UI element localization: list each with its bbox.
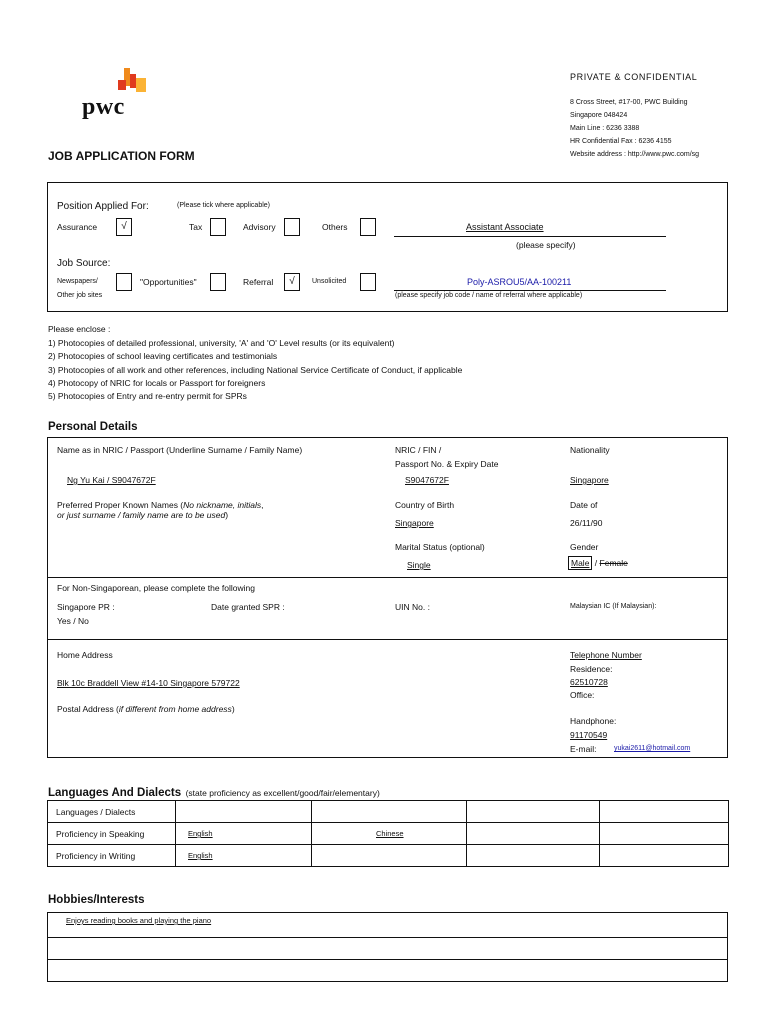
table-cell[interactable] bbox=[467, 845, 600, 867]
marital-value[interactable]: Single bbox=[407, 560, 431, 570]
job-code-line bbox=[394, 290, 666, 291]
table-row bbox=[48, 845, 729, 867]
address-line: Singapore 048424 bbox=[570, 112, 628, 119]
enclose-heading: Please enclose : bbox=[48, 324, 111, 334]
address-line: Main Line : 6236 3388 bbox=[570, 125, 640, 132]
table-cell[interactable]: Enjoys reading books and playing the piano bbox=[48, 913, 728, 938]
table-cell[interactable] bbox=[176, 801, 312, 823]
option-assurance-label: Assurance bbox=[57, 222, 98, 232]
position-label: Position Applied For: bbox=[57, 201, 149, 212]
table-cell: Proficiency in Speaking bbox=[48, 823, 176, 845]
dob-label: Date of bbox=[570, 500, 598, 510]
preferred-name-label-2 bbox=[57, 510, 228, 520]
postal-label-text: Postal Address ( bbox=[57, 704, 119, 714]
table-cell[interactable] bbox=[600, 845, 729, 867]
nric-label-2: Passport No. & Expiry Date bbox=[395, 459, 499, 469]
table-cell[interactable]: Chinese bbox=[312, 823, 467, 845]
handphone-label: Handphone: bbox=[570, 716, 617, 726]
personal-heading: Personal Details bbox=[48, 421, 138, 433]
enclose-item: 5) Photocopies of Entry and re-entry permit for SPRs bbox=[48, 391, 247, 401]
table-cell[interactable] bbox=[600, 801, 729, 823]
office-label: Office: bbox=[570, 690, 595, 700]
job-code-caption: (please specify job code / name of referral where applicable) bbox=[395, 292, 583, 299]
table-row bbox=[48, 823, 729, 845]
country-birth-label: Country of Birth bbox=[395, 500, 455, 510]
nationality-label: Nationality bbox=[570, 445, 610, 455]
hobbies-heading: Hobbies/Interests bbox=[48, 894, 145, 906]
checkbox-others[interactable] bbox=[360, 218, 376, 236]
marital-label: Marital Status (optional) bbox=[395, 542, 485, 552]
malaysian-ic-label: Malaysian IC (If Malaysian): bbox=[570, 603, 657, 610]
spr-options[interactable]: Yes / No bbox=[57, 616, 89, 626]
checkbox-tax[interactable] bbox=[210, 218, 226, 236]
enclose-item: 4) Photocopy of NRIC for locals or Passport for foreigners bbox=[48, 378, 266, 388]
preferred-label-italic-2: or just surname / family name are to be used bbox=[57, 510, 226, 520]
gender-separator: / bbox=[592, 558, 600, 568]
checkbox-referral[interactable]: √ bbox=[284, 273, 300, 291]
specify-caption: (please specify) bbox=[516, 240, 576, 250]
gender-label: Gender bbox=[570, 542, 599, 552]
table-cell[interactable] bbox=[312, 845, 467, 867]
unsolicited-label: Unsolicited bbox=[312, 278, 347, 285]
table-row bbox=[48, 913, 728, 938]
home-address-label: Home Address bbox=[57, 650, 113, 660]
job-source-label: Job Source: bbox=[57, 258, 111, 269]
checkbox-advisory[interactable] bbox=[284, 218, 300, 236]
job-code-value[interactable]: Poly-ASROU5/AA-100211 bbox=[467, 277, 572, 287]
newspapers-label-2: Other job sites bbox=[57, 292, 103, 299]
table-cell[interactable]: English bbox=[176, 845, 312, 867]
enclose-item: 2) Photocopies of school leaving certificates and testimonials bbox=[48, 351, 278, 361]
enclose-item: 3) Photocopies of all work and other references, including National Service Certificate of Conduct, if applicable bbox=[48, 365, 463, 375]
address-line: 8 Cross Street, #17-00, PWC Building bbox=[570, 99, 688, 106]
personal-divider bbox=[47, 639, 728, 640]
option-advisory-label: Advisory bbox=[243, 222, 276, 232]
date-spr-label: Date granted SPR : bbox=[211, 602, 285, 612]
position-note: (Please tick where applicable) bbox=[177, 202, 270, 209]
gender-female: Female bbox=[599, 558, 628, 568]
table-row bbox=[48, 938, 728, 960]
table-cell[interactable] bbox=[48, 960, 728, 982]
postal-address-label bbox=[57, 704, 235, 714]
position-specified-value[interactable]: Assistant Associate bbox=[466, 222, 544, 232]
handphone-value[interactable]: 91170549 bbox=[570, 730, 608, 740]
position-box bbox=[47, 182, 728, 312]
enclose-item: 1) Photocopies of detailed professional, university, 'A' and 'O' Level results (or its equivalent) bbox=[48, 338, 395, 348]
residence-label: Residence: bbox=[570, 664, 613, 674]
table-row bbox=[48, 960, 728, 982]
table-cell[interactable] bbox=[48, 938, 728, 960]
preferred-name-label bbox=[57, 500, 263, 510]
checkbox-newspapers[interactable] bbox=[116, 273, 132, 291]
table-cell: Languages / Dialects bbox=[48, 801, 176, 823]
personal-divider bbox=[47, 577, 728, 578]
non-sg-label: For Non-Singaporean, please complete the following bbox=[57, 583, 255, 593]
email-link[interactable]: yukai2611@hotmail.com bbox=[614, 745, 691, 752]
checkbox-unsolicited[interactable] bbox=[360, 273, 376, 291]
postal-label-italic: if different from home address bbox=[118, 704, 232, 714]
table-cell: Proficiency in Writing bbox=[48, 845, 176, 867]
option-tax-label: Tax bbox=[189, 222, 203, 232]
name-label: Name as in NRIC / Passport (Underline Surname / Family Name) bbox=[57, 445, 303, 455]
table-cell[interactable] bbox=[467, 801, 600, 823]
gender-value[interactable] bbox=[568, 556, 628, 570]
languages-table bbox=[47, 800, 729, 867]
postal-label-close: ) bbox=[231, 704, 235, 714]
name-value[interactable]: Ng Yu Kai / S9047672F bbox=[67, 475, 156, 485]
pwc-logo-text: pwc bbox=[82, 94, 125, 120]
email-label: E-mail: bbox=[570, 744, 597, 754]
table-row bbox=[48, 801, 729, 823]
nric-label: NRIC / FIN / bbox=[395, 445, 442, 455]
preferred-label-comma: , bbox=[261, 500, 264, 510]
checkbox-assurance[interactable]: √ bbox=[116, 218, 132, 236]
languages-note: (state proficiency as excellent/good/fair/elementary) bbox=[185, 788, 380, 798]
table-cell[interactable] bbox=[600, 823, 729, 845]
spr-label: Singapore PR : bbox=[57, 602, 115, 612]
dob-value[interactable]: 26/11/90 bbox=[570, 518, 603, 528]
referral-label: Referral bbox=[243, 277, 274, 287]
preferred-label-close: ) bbox=[225, 510, 229, 520]
preferred-label-italic: No nickname, initials bbox=[183, 500, 262, 510]
address-line: HR Confidential Fax : 6236 4155 bbox=[570, 138, 672, 145]
languages-heading-text: Languages And Dialects bbox=[48, 787, 182, 799]
home-address-value[interactable]: Blk 10c Braddell View #14-10 Singapore 579722 bbox=[57, 678, 240, 688]
hobbies-table bbox=[47, 912, 728, 982]
form-title: JOB APPLICATION FORM bbox=[48, 149, 195, 163]
specify-line bbox=[394, 236, 666, 237]
checkbox-opportunities[interactable] bbox=[210, 273, 226, 291]
table-cell[interactable] bbox=[312, 801, 467, 823]
preferred-label-text: Preferred Proper Known Names ( bbox=[57, 500, 184, 510]
nationality-value[interactable]: Singapore bbox=[570, 475, 609, 485]
address-line: Website address : http://www.pwc.com/sg bbox=[570, 151, 700, 158]
opportunities-label: "Opportunities" bbox=[140, 277, 197, 287]
confidential-label: PRIVATE & CONFIDENTIAL bbox=[570, 72, 698, 82]
table-cell[interactable] bbox=[467, 823, 600, 845]
telephone-label: Telephone Number bbox=[570, 650, 642, 660]
newspapers-label: Newspapers/ bbox=[57, 278, 98, 285]
option-others-label: Others bbox=[322, 222, 348, 232]
languages-heading bbox=[48, 783, 380, 801]
uin-label: UIN No. : bbox=[395, 602, 430, 612]
nric-value[interactable]: S9047672F bbox=[405, 475, 449, 485]
gender-male: Male bbox=[568, 556, 592, 570]
table-cell[interactable]: English bbox=[176, 823, 312, 845]
country-birth-value[interactable]: Singapore bbox=[395, 518, 434, 528]
residence-value[interactable]: 62510728 bbox=[570, 677, 608, 687]
